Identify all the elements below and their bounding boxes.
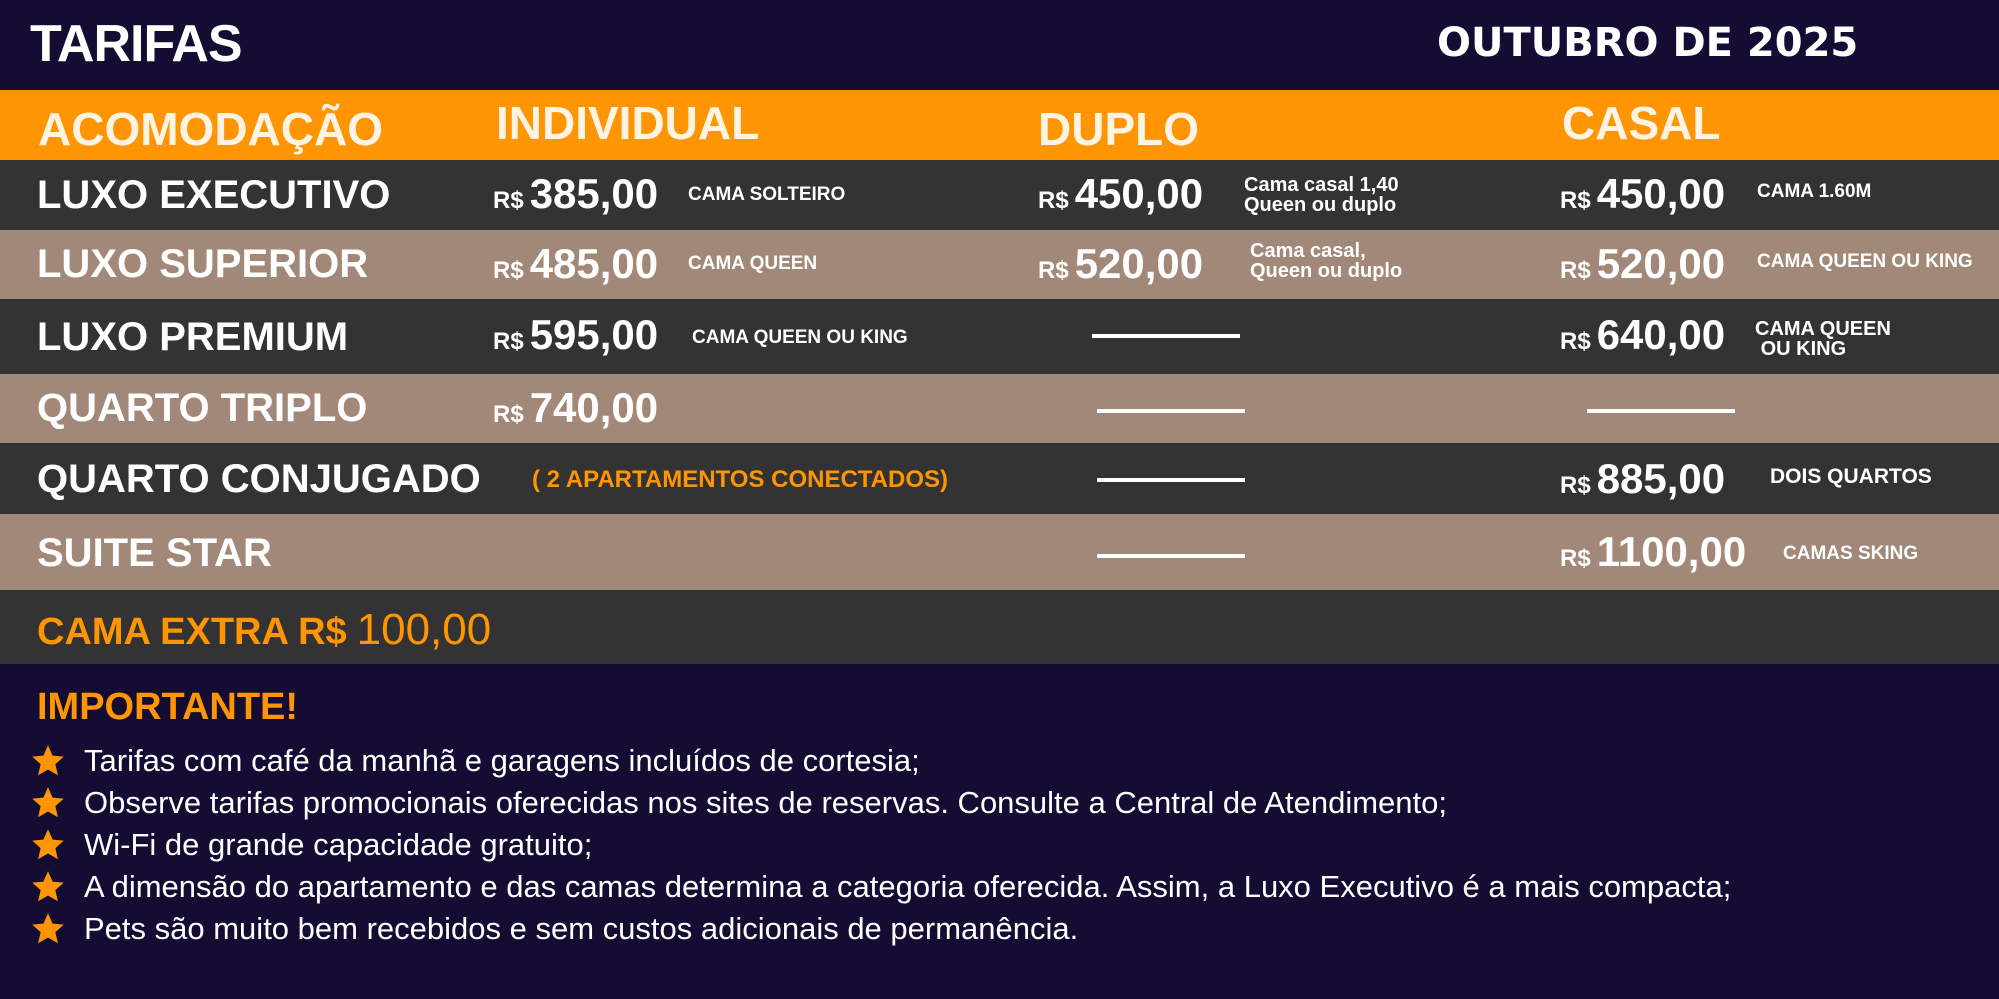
casal-price: R$ 520,00 [1560, 240, 1726, 287]
star-icon [30, 743, 66, 779]
room-name: QUARTO TRIPLO [37, 386, 368, 430]
star-icon [30, 869, 66, 905]
casal-empty-dash [1587, 409, 1735, 413]
table-row [0, 299, 1999, 374]
table-row [0, 514, 1999, 590]
individual-price: R$ 485,00 [493, 240, 659, 287]
room-name: LUXO EXECUTIVO [37, 173, 391, 217]
col-casal: CASAL [1562, 97, 1721, 149]
individual-price: R$ 740,00 [493, 384, 659, 431]
casal-note: CAMAS SKING [1783, 543, 1919, 564]
duplo-empty-dash [1092, 334, 1240, 338]
casal-price: R$ 450,00 [1560, 170, 1726, 217]
page-title: TARIFAS [30, 15, 242, 73]
star-icon [30, 785, 66, 821]
casal-price: R$ 1100,00 [1560, 528, 1747, 575]
casal-price: R$ 885,00 [1560, 455, 1726, 502]
room-name: SUITE STAR [37, 531, 272, 575]
important-heading: IMPORTANTE! [37, 686, 299, 728]
room-name: LUXO SUPERIOR [37, 242, 369, 286]
casal-note: CAMA 1.60M [1757, 181, 1872, 202]
table-row [0, 160, 1999, 230]
duplo-empty-dash [1097, 554, 1245, 558]
list-item: Wi-Fi de grande capacidade gratuito; [30, 824, 1731, 866]
individual-price: R$ 595,00 [493, 311, 659, 358]
list-item: Pets são muito bem recebidos e sem custos adicionais de permanência. [30, 908, 1731, 950]
col-duplo: DUPLO [1038, 103, 1199, 155]
table-header [0, 90, 1999, 160]
extra-bed-price: CAMA EXTRA R$ 100,00 [37, 605, 492, 654]
individual-note: CAMA SOLTEIRO [688, 184, 846, 205]
col-individual: INDIVIDUAL [496, 97, 760, 149]
table-row [0, 230, 1999, 299]
list-item: Tarifas com café da manhã e garagens incluídos de cortesia; [30, 740, 1731, 782]
duplo-price: R$ 450,00 [1038, 170, 1204, 217]
casal-note: DOIS QUARTOS [1770, 465, 1932, 488]
table-row [0, 443, 1999, 514]
connected-apartments-note: ( 2 APARTAMENTOS CONECTADOS) [532, 466, 949, 493]
star-icon [30, 827, 66, 863]
individual-note: CAMA QUEEN [688, 253, 818, 274]
list-item: Observe tarifas promocionais oferecidas nos sites de reservas. Consulte a Central de Atendimento; [30, 782, 1731, 824]
col-acomodacao: ACOMODAÇÃO [38, 103, 383, 155]
casal-note: CAMA QUEEN OU KING [1757, 251, 1973, 272]
individual-price: R$ 385,00 [493, 170, 659, 217]
duplo-price: R$ 520,00 [1038, 240, 1204, 287]
casal-note: CAMA QUEEN OU KING [1755, 318, 1891, 360]
room-name: LUXO PREMIUM [37, 315, 349, 359]
duplo-note: Cama casal, Queen ou duplo [1250, 240, 1403, 282]
duplo-empty-dash [1097, 409, 1245, 413]
individual-note: CAMA QUEEN OU KING [692, 327, 908, 348]
period-date: OUTUBRO DE 2025 [1437, 20, 1859, 66]
duplo-note: Cama casal 1,40 Queen ou duplo [1244, 174, 1399, 216]
room-name: QUARTO CONJUGADO [37, 457, 481, 501]
important-list [30, 740, 1731, 950]
duplo-empty-dash [1097, 478, 1245, 482]
table-row [0, 374, 1999, 443]
casal-price: R$ 640,00 [1560, 311, 1726, 358]
star-icon [30, 911, 66, 947]
list-item: A dimensão do apartamento e das camas determina a categoria oferecida. Assim, a Luxo Executivo é a mais compacta; [30, 866, 1731, 908]
